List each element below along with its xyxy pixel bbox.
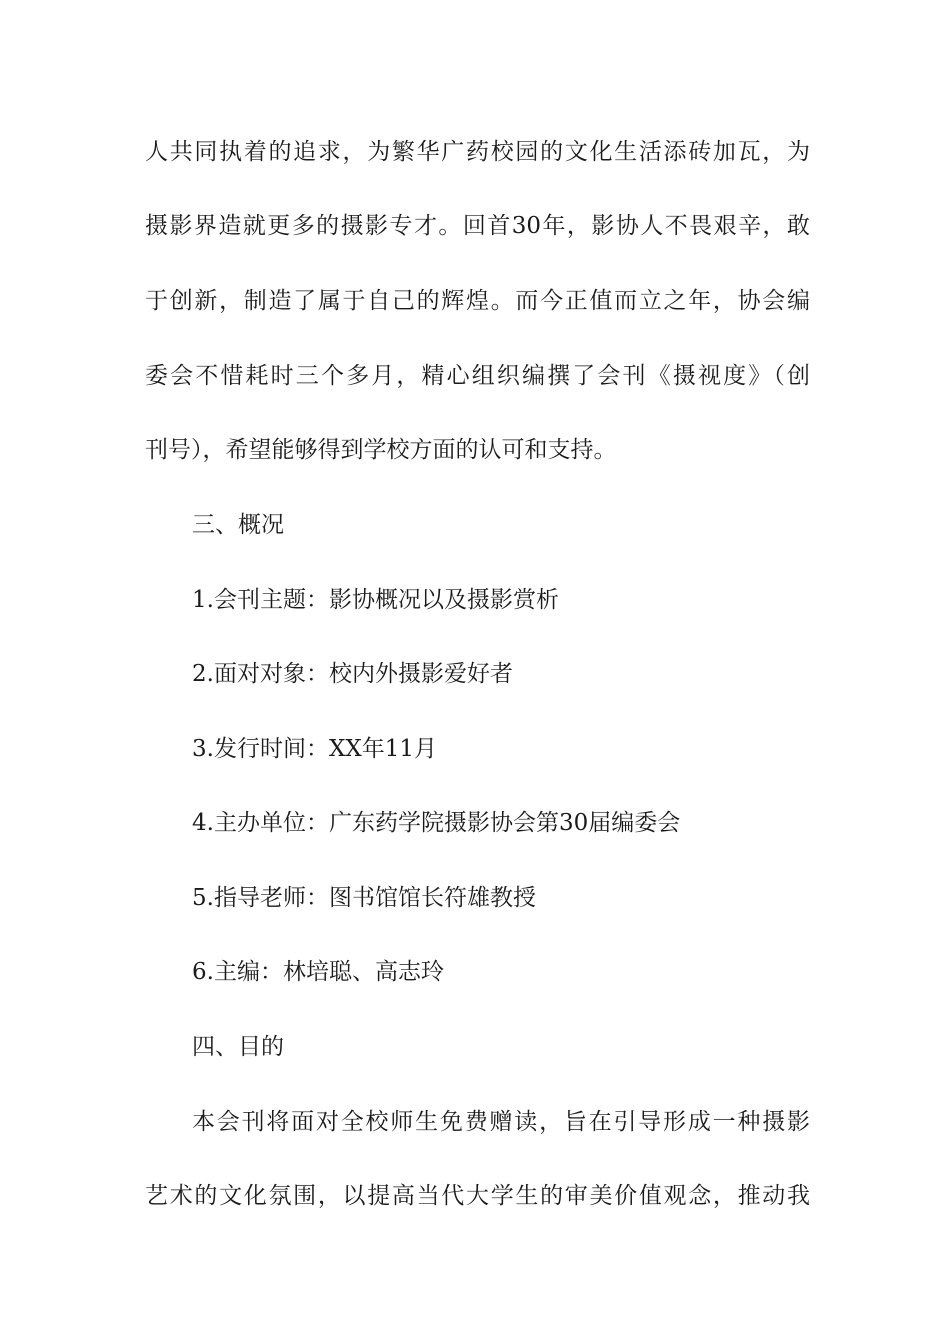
overview-item: 6.主编：林培聪、高志玲 xyxy=(192,959,444,985)
overview-item: 5.指导老师：图书馆馆长符雄教授 xyxy=(192,885,536,911)
paragraph-line: 委会不惜耗时三个多月，精心组织编撰了会刊《摄视度》（创 xyxy=(145,363,810,389)
overview-item: 1.会刊主题：影协概况以及摄影赏析 xyxy=(192,587,559,613)
paragraph-line: 摄影界造就更多的摄影专才。回首30年，影协人不畏艰辛，敢 xyxy=(145,213,810,239)
overview-item: 3.发行时间：XX年11月 xyxy=(192,736,437,762)
paragraph-line: 于创新，制造了属于自己的辉煌。而今正值而立之年，协会编 xyxy=(145,288,810,314)
overview-item: 2.面对对象：校内外摄影爱好者 xyxy=(192,661,513,687)
paragraph-line: 刊号），希望能够得到学校方面的认可和支持。 xyxy=(145,437,617,463)
paragraph-line: 艺术的文化氛围，以提高当代大学生的审美价值观念，推动我 xyxy=(145,1183,810,1209)
paragraph-line: 本会刊将面对全校师生免费赠读，旨在引导形成一种摄影 xyxy=(192,1109,810,1135)
section-heading: 四、目的 xyxy=(192,1034,284,1060)
overview-item: 4.主办单位：广东药学院摄影协会第30届编委会 xyxy=(192,810,681,836)
section-heading: 三、概况 xyxy=(192,512,284,538)
paragraph-line: 人共同执着的追求，为繁华广药校园的文化生活添砖加瓦，为 xyxy=(145,139,810,165)
